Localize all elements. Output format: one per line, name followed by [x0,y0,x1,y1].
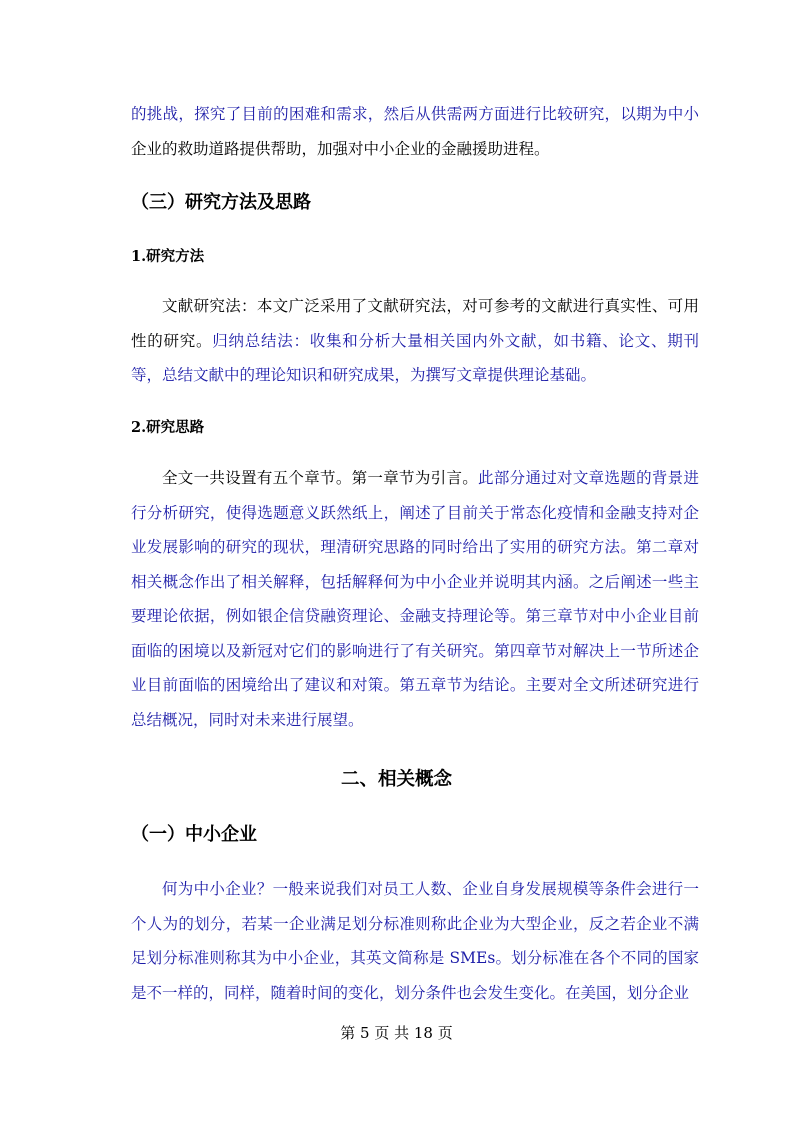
section-title: （一）中小企业 [131,824,257,845]
section-heading-methods [131,191,699,215]
methods-text-black: 文献研究法：本文广泛采用了文献研究法，对可参考的文献进行真实性、可用性的研究。 [131,297,699,350]
section-heading-sme [131,823,699,847]
section-title: （三）研究方法及思路 [131,192,311,213]
chapter-title: 二、相关概念 [340,769,452,790]
intro-text-blue: 的挑战，探究了目前的困难和需求，然后从供需两方面进行比较研究，以期为中小 [131,105,699,123]
methods-text-blue: 归纳总结法：收集和分析大量相关国内外文献，如书籍、论文、期刊等，总结文献中的理论知识和研究成果，为撰写文章提供理论基础。 [131,331,699,384]
approach-text-black: 全文一共设置有五个章节。第一章节为引言。 [162,469,479,487]
subsection-title: 1.研究方法 [131,248,205,265]
approach-paragraph [131,461,699,737]
approach-text-blue: 此部分通过对文章选题的背景进行分析研究，使得选题意义跃然纸上，阐述了目前关于常态化疫情和金融支持对企业发展影响的研究的现状，理清研究思路的同时给出了实用的研究方法。第二章对相关概念作出了相关解释，包括解释何为中小企业并说明其内涵。之后阐述一些主要理论依据，例如银企信贷融资理论、金融支持理论等。第三章节对中小企业目前面临的困境以及新冠对它们的影响进行了有关研究。第四章节对解决上一节所述企业目前面临的困境给出了建议和对策。第五章节为结论。主要对全文所述研究进行总结概况，同时对未来进行展望。 [131,469,699,729]
methods-paragraph [131,289,699,393]
sme-text-blue-2: 划分标准在各个不同的国家是不一样的，同样，随着时间的变化，划分条件也会发生变化。在美国，划分企业 [131,949,699,1002]
subsection-heading-approach [131,418,699,438]
intro-text-black: 企业的救助道路提供帮助，加强对中小企业的金融援助进程。 [131,139,550,158]
subsection-heading-methods [131,247,699,267]
sme-paragraph [131,872,699,1010]
subsection-title: 2.研究思路 [131,419,205,436]
sme-text-blue: 何为中小企业？一般来说我们对员工人数、企业自身发展规模等条件会进行一个人为的划分，若某一企业满足划分标准则称此企业为大型企业，反之若企业不满足划分标准则称其为中小企业，其英文简称是 SMEs。 [131,880,699,967]
page-number-footer: 第 5 页 共 18 页 [340,1024,453,1042]
intro-paragraph [131,97,699,166]
